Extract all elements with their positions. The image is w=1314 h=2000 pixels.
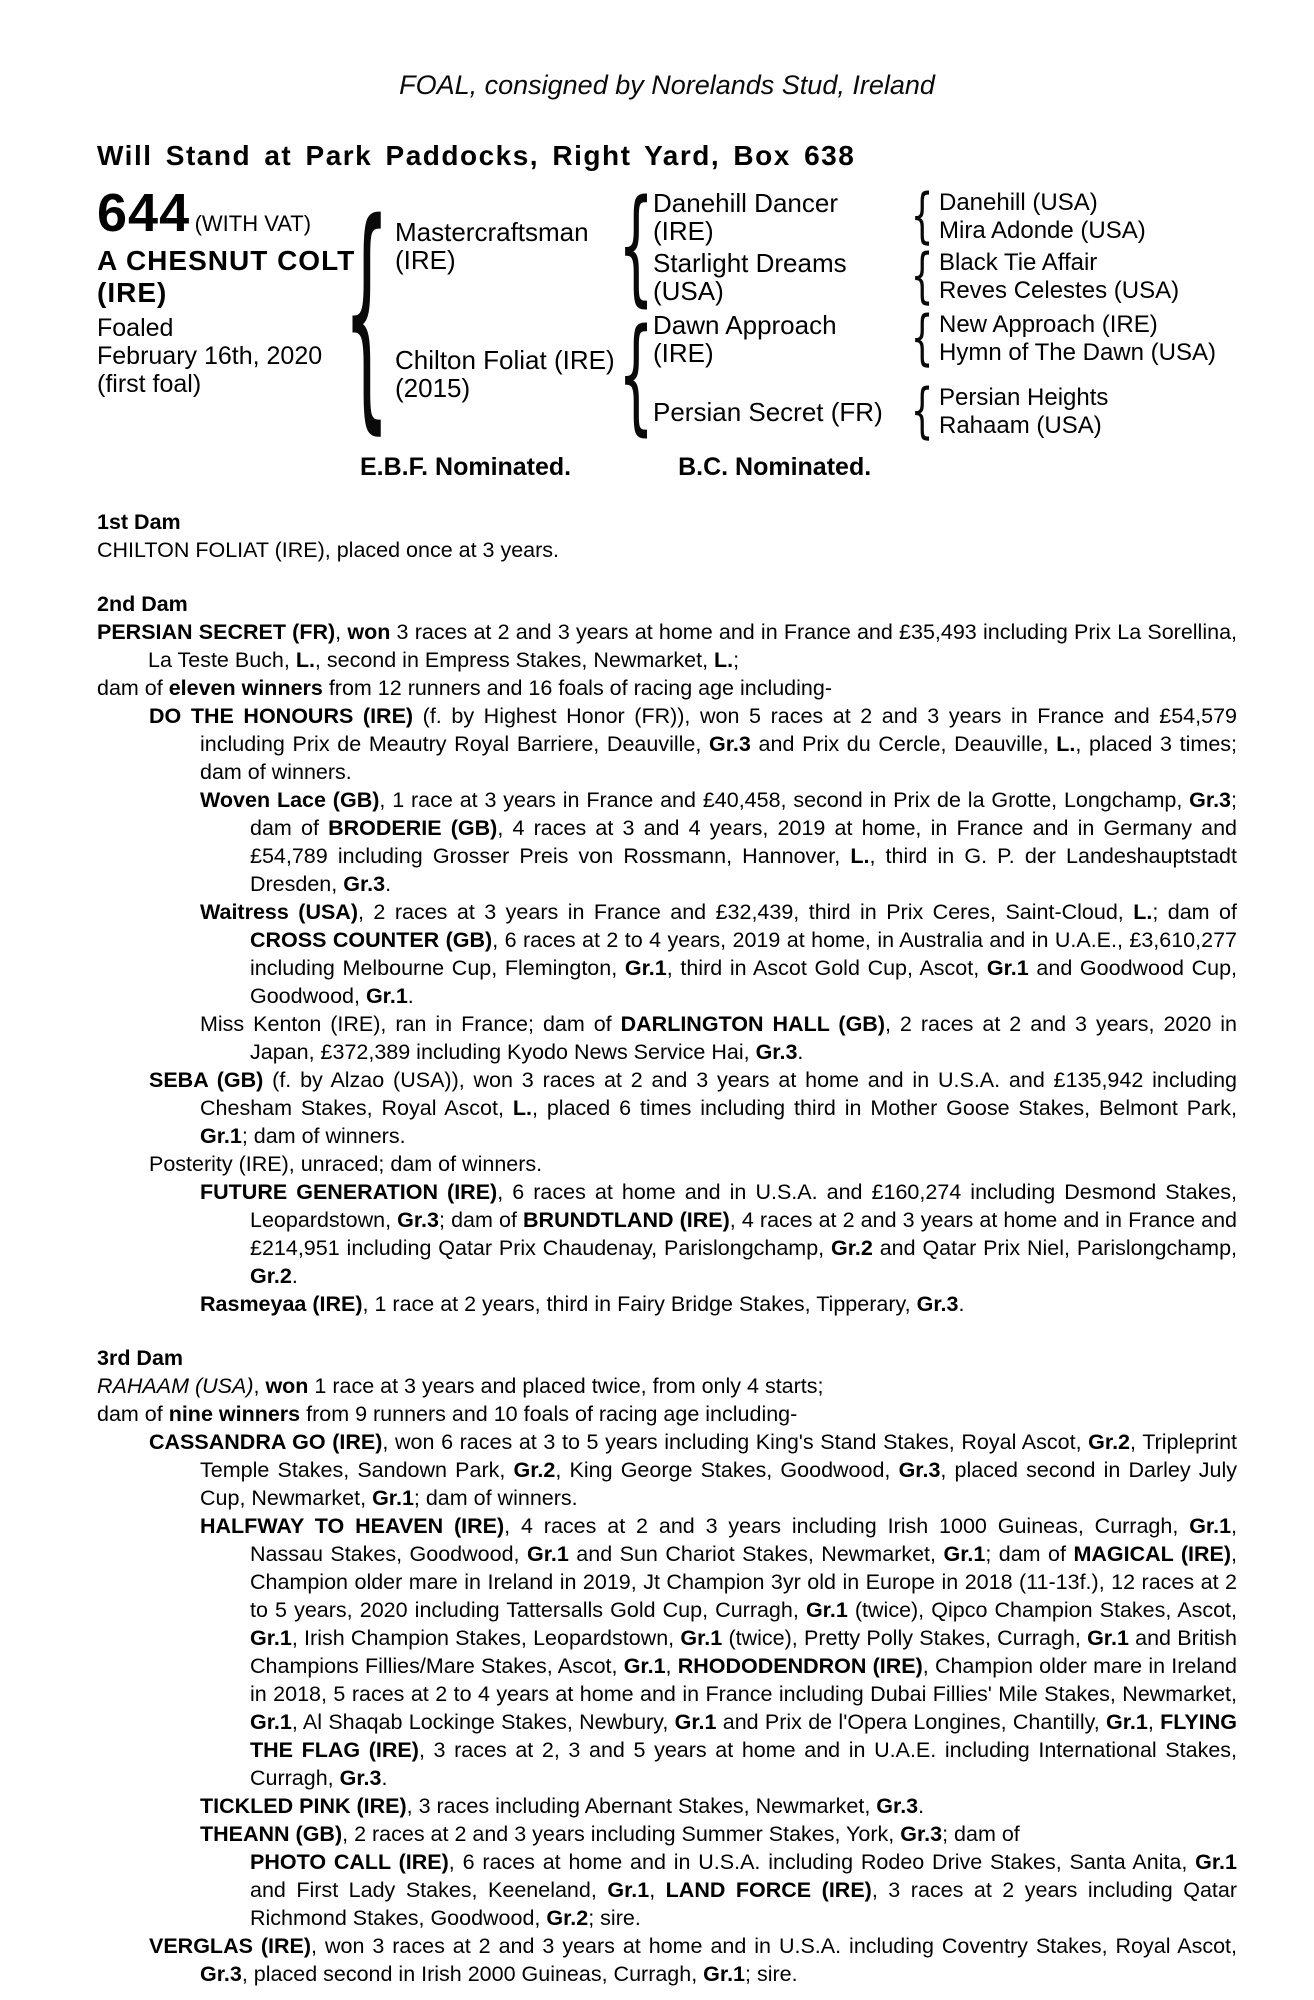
text-segment: , 2 races at 2 and 3 years including Summer Stakes, York, (342, 1822, 901, 1846)
text-segment: SEBA (GB) (149, 1068, 264, 1092)
text-segment: and First Lady Stakes, Keeneland, (250, 1878, 608, 1902)
text-segment: Gr.2 (546, 1906, 589, 1930)
foaled-date: February 16th, 2020 (97, 342, 323, 370)
text-segment: . (407, 984, 414, 1008)
text-segment: , King George Stakes, Goodwood, (555, 1458, 899, 1482)
text-segment: , (335, 620, 348, 644)
text-segment: Gr.1 (703, 1962, 746, 1986)
pedigree-text-paragraph (97, 1290, 1237, 1318)
text-segment: , placed 3 times; dam of winners. (200, 732, 1237, 784)
text-segment: Gr.1 (674, 1710, 717, 1734)
text-segment: Gr.2 (250, 1264, 292, 1288)
text-segment: , Tripleprint Temple Stakes, Sandown Park, (200, 1430, 1238, 1482)
text-segment: , 3 races at 2, 3 and 5 years at home and in U.A.E. including International Stakes, Curragh, (250, 1738, 1238, 1790)
text-segment: Waitress (USA) (200, 900, 358, 924)
text-segment: Rasmeyaa (IRE) (200, 1292, 363, 1316)
text-segment: (twice), Pretty Polly Stakes, Curragh, (722, 1626, 1088, 1650)
text-segment: Gr.1 (805, 1598, 848, 1622)
horse-name-line: (IRE) (653, 338, 714, 368)
pedigree-text-paragraph (97, 1428, 1237, 1512)
text-segment: dam of (97, 676, 169, 700)
text-segment: . (385, 872, 392, 896)
text-segment: Gr.3 (339, 1766, 382, 1790)
horse-name-line: Mira Adonde (USA) (939, 217, 1146, 244)
text-segment: VERGLAS (IRE) (149, 1934, 312, 1958)
text-segment: , 3 races at 2 years including Qatar Richmond Stakes, Goodwood, (250, 1878, 1238, 1930)
text-segment: Gr.3 (1189, 788, 1232, 812)
text-segment: and Prix du Cercle, Deauville, (750, 732, 1057, 756)
text-segment: L. (1133, 900, 1153, 924)
text-segment: , 1 race at 2 years, third in Fairy Bridge Stakes, Tipperary, (362, 1292, 917, 1316)
foaled-label: Foaled (97, 314, 174, 342)
text-segment: . (918, 1794, 925, 1818)
text-segment: ; dam of (942, 1822, 1020, 1846)
text-segment: Gr.1 (365, 984, 408, 1008)
pedigree-text-paragraph (97, 1512, 1237, 1792)
text-segment: Gr.1 (623, 1654, 666, 1678)
text-segment: RHODODENDRON (IRE) (677, 1654, 923, 1678)
dam-name-line: Chilton Foliat (IRE) (395, 345, 615, 375)
text-segment: ; (733, 648, 740, 672)
text-segment: (twice), Qipco Champion Stakes, Ascot, (847, 1598, 1237, 1622)
text-segment: . (797, 1040, 804, 1064)
text-segment: Gr.1 (680, 1626, 723, 1650)
greatgrandparent-pair (939, 311, 1216, 367)
text-segment: , (665, 1654, 678, 1678)
text-segment: Gr.1 (624, 956, 667, 980)
text-segment: Gr.3 (900, 1822, 943, 1846)
text-segment: and Goodwood Cup, Goodwood, (250, 956, 1238, 1008)
sire-name (395, 218, 589, 274)
pedigree-text-paragraph (97, 1372, 1237, 1400)
text-segment: , second in Empress Stakes, Newmarket, (314, 648, 715, 672)
horse-name-line: Dawn Approach (653, 310, 837, 340)
text-segment: BRUNDTLAND (IRE) (523, 1208, 730, 1232)
text-segment: ; dam of (1152, 900, 1237, 924)
text-segment: , third in G. P. der Landeshauptstadt Dresden, (250, 844, 1237, 896)
dam-section-heading: 2nd Dam (97, 592, 188, 616)
pedigree-brace-ggp: { (910, 181, 934, 251)
text-segment: Gr.1 (943, 1542, 986, 1566)
text-segment: FUTURE GENERATION (IRE) (200, 1180, 498, 1204)
text-segment: Gr.3 (200, 1962, 242, 1986)
lot-vat-note: (WITH VAT) (194, 211, 312, 236)
lot-horse-name: A CHESNUT COLT (97, 245, 356, 276)
pedigree-text-paragraph (97, 618, 1237, 674)
text-segment: DO THE HONOURS (IRE) (149, 704, 414, 728)
text-segment: , won 3 races at 2 and 3 years at home and in U.S.A. including Coventry Stakes, Royal Ascot, (311, 1934, 1237, 1958)
text-segment: PERSIAN SECRET (FR) (97, 620, 336, 644)
horse-name-line: Danehill Dancer (653, 188, 838, 218)
text-segment: , 2 races at 3 years in France and £32,439, third in Prix Ceres, Saint-Cloud, (358, 900, 1134, 924)
text-segment: Gr.2 (831, 1236, 873, 1260)
text-segment: Gr.1 (1195, 1850, 1237, 1874)
text-segment: dam of (97, 1402, 169, 1426)
pedigree-text-paragraph (97, 674, 1237, 702)
pedigree-brace-dam-side: { (617, 300, 655, 448)
pedigree-brace-ggp: { (910, 303, 934, 373)
text-segment: , 4 races at 2 and 3 years at home and in France and £214,951 including Qatar Prix Chaudenay, Parislongchamp, (250, 1208, 1237, 1260)
text-segment: LAND FORCE (IRE) (665, 1878, 872, 1902)
nominations-line (97, 452, 1237, 482)
horse-name-line: Danehill (USA) (939, 189, 1098, 216)
text-segment: Gr.1 (986, 956, 1029, 980)
first-foal-note: (first foal) (97, 370, 202, 398)
text-segment: L. (295, 648, 315, 672)
text-segment: HALFWAY TO HEAVEN (IRE) (200, 1514, 505, 1538)
horse-name-line: Reves Celestes (USA) (939, 277, 1180, 304)
text-segment: CROSS COUNTER (GB) (250, 928, 493, 952)
horse-name-line: Persian Heights (939, 384, 1109, 411)
text-segment: Posterity (IRE), unraced; dam of winners. (149, 1152, 543, 1176)
pedigree-text-paragraph (97, 1010, 1237, 1066)
text-segment: 3 races at 2 and 3 years at home and in France and £35,493 including Prix La Sorellina, La Teste Buch, (148, 620, 1237, 672)
ebf-nomination: E.B.F. Nominated. (360, 453, 572, 481)
horse-name-line: (USA) (653, 276, 724, 306)
greatgrandparent-pair (939, 249, 1179, 305)
text-segment: THEANN (GB) (200, 1822, 343, 1846)
text-segment: Gr.3 (898, 1458, 941, 1482)
dam-section-heading: 1st Dam (97, 510, 181, 534)
text-segment: . (291, 1264, 298, 1288)
text-segment: , Champion older mare in Ireland in 2018, 5 races at 2 to 4 years at home and in France including Dubai Fillies' Mile Stakes, Newmarket, (250, 1654, 1237, 1706)
horse-name-line: Black Tie Affair (939, 249, 1098, 276)
dam-section-heading: 3rd Dam (97, 1346, 184, 1370)
stand-location-line: Will Stand at Park Paddocks, Right Yard, Box 638 (97, 140, 856, 171)
text-segment: (f. by Alzao (USA)), won 3 races at 2 and 3 years at home and in U.S.A. and £135,942 including Chesham Stakes, Royal Ascot, (200, 1068, 1237, 1120)
text-segment: ; dam of (250, 788, 1237, 840)
pedigree-text-paragraph (97, 1848, 1237, 1932)
text-segment: , 1 race at 3 years in France and £40,458, second in Prix de la Grotte, Longchamp, (379, 788, 1190, 812)
pedigree-brace-main: { (343, 171, 391, 455)
lot-horse-suffix: (IRE) (97, 277, 168, 308)
pedigree-text-paragraph (97, 1178, 1237, 1290)
text-segment: , Champion older mare in Ireland in 2019, Jt Champion 3yr old in Europe in 2018 (11-13f.), 12 races at 2 to 5 years, 2020 including Tattersalls Gold Cup, Curragh, (250, 1542, 1237, 1622)
text-segment: MAGICAL (IRE) (1073, 1542, 1232, 1566)
pedigree-text-paragraph (97, 1792, 1237, 1820)
horse-name-line: Rahaam (USA) (939, 412, 1102, 439)
text-segment: FLYING THE FLAG (IRE) (250, 1710, 1237, 1762)
text-segment: Gr.3 (755, 1040, 798, 1064)
pedigree-text-paragraph (97, 1932, 1237, 1988)
grandparent-dam-dam (653, 398, 883, 426)
text-segment: CHILTON FOLIAT (IRE), placed once at 3 years. (97, 538, 560, 562)
text-segment: ; dam of winners. (413, 1486, 578, 1510)
text-segment: Gr.1 (372, 1486, 414, 1510)
pedigree-text-paragraph (97, 898, 1237, 1010)
text-segment: (f. by Highest Honor (FR)), won 5 races at 2 and 3 years in France and £54,579 including Prix de Meautry Royal Barriere, Deauville, (200, 704, 1237, 756)
horse-name-line: Starlight Dreams (653, 248, 847, 278)
text-segment: won (347, 620, 391, 644)
text-segment: 1 race at 3 years and placed twice, from only 4 starts; (308, 1374, 824, 1398)
text-segment: DARLINGTON HALL (GB) (620, 1012, 885, 1036)
text-segment: CASSANDRA GO (IRE) (149, 1430, 383, 1454)
text-segment: Woven Lace (GB) (200, 788, 380, 812)
text-segment: ; sire. (588, 1906, 641, 1930)
pedigree-text-paragraph (97, 536, 1237, 564)
pedigree-brace-sire-side: { (617, 172, 655, 319)
text-segment: , 4 races at 2 and 3 years including Irish 1000 Guineas, Curragh, (504, 1514, 1190, 1538)
horse-name-line: New Approach (IRE) (939, 311, 1158, 338)
dam-name-line: (2015) (395, 373, 471, 403)
text-segment: , 6 races at 2 to 4 years, 2019 at home, in Australia and in U.A.E., £3,610,277 including Melbourne Cup, Flemington, (250, 928, 1237, 980)
text-segment: Gr.1 (250, 1710, 292, 1734)
pedigree-text-paragraph (97, 786, 1237, 898)
text-segment: , Al Shaqab Lockinge Stakes, Newbury, (291, 1710, 675, 1734)
sire-name-line: Mastercraftsman (395, 217, 589, 247)
text-segment: BRODERIE (GB) (328, 816, 498, 840)
text-segment: and Qatar Prix Niel, Parislongchamp, (872, 1236, 1237, 1260)
text-segment: Gr.1 (200, 1124, 242, 1148)
text-segment: Gr.1 (526, 1542, 569, 1566)
text-segment: , placed second in Darley July Cup, Newmarket, (200, 1458, 1237, 1510)
pedigree-brace-ggp: { (910, 376, 934, 446)
text-segment: L. (512, 1096, 532, 1120)
text-segment: , 2 races at 2 and 3 years, 2020 in Japan, £372,389 including Kyodo News Service Hai, (250, 1012, 1237, 1064)
text-segment: , third in Ascot Gold Cup, Ascot, (666, 956, 987, 980)
text-segment: , 4 races at 3 and 4 years, 2019 at home, in France and in Germany and £54,789 including Grosser Preis von Rossmann, Hannover, (250, 816, 1237, 868)
text-segment: RAHAAM (USA) (97, 1374, 254, 1398)
text-segment: from 12 runners and 16 foals of racing age including- (322, 676, 832, 700)
text-segment: ; dam of winners. (241, 1124, 406, 1148)
text-segment: , 3 races including Abernant Stakes, Newmarket, (406, 1794, 877, 1818)
lot-number-row (97, 183, 312, 243)
grandparent-dam-sire (653, 311, 837, 367)
grandparent-sire-sire (653, 189, 838, 245)
horse-name-line: (IRE) (653, 216, 714, 246)
text-segment: Miss Kenton (IRE), ran in France; dam of (200, 1012, 621, 1036)
pedigree-text-paragraph (97, 1400, 1237, 1428)
text-segment: ; dam of (439, 1208, 524, 1232)
text-segment: and British Champions Fillies/Mare Stakes, Ascot, (250, 1626, 1237, 1678)
text-segment: Gr.1 (1087, 1626, 1129, 1650)
text-segment: . (958, 1292, 965, 1316)
text-segment: , (1147, 1710, 1161, 1734)
horse-name-line: Persian Secret (FR) (653, 397, 883, 427)
text-segment: Gr.3 (916, 1292, 959, 1316)
text-segment: PHOTO CALL (IRE) (250, 1850, 449, 1874)
text-segment: ; dam of (985, 1542, 1074, 1566)
text-segment: Gr.3 (709, 732, 751, 756)
text-segment: Gr.3 (343, 872, 386, 896)
dam-name (395, 346, 615, 402)
dam-sections (97, 508, 1237, 1988)
pedigree-text-paragraph (97, 1820, 1237, 1848)
text-segment: , 6 races at home and in U.S.A. and £160,274 including Desmond Stakes, Leopardstown, (250, 1180, 1237, 1232)
text-segment: from 9 runners and 10 foals of racing age including- (300, 1402, 798, 1426)
sire-name-line: (IRE) (395, 245, 456, 275)
pedigree-text-paragraph (97, 702, 1237, 786)
text-segment: won (265, 1374, 309, 1398)
text-segment: L. (850, 844, 870, 868)
lot-number: 644 (97, 183, 191, 243)
text-segment: Gr.1 (607, 1878, 650, 1902)
text-segment: TICKLED PINK (IRE) (200, 1794, 407, 1818)
text-segment: and Prix de l'Opera Longines, Chantilly, (716, 1710, 1107, 1734)
text-segment: , won 6 races at 3 to 5 years including King's Stand Stakes, Royal Ascot, (382, 1430, 1089, 1454)
pedigree-text-paragraph (97, 1150, 1237, 1178)
text-segment: , placed second in Irish 2000 Guineas, Curragh, (241, 1962, 704, 1986)
text-segment: , Nassau Stakes, Goodwood, (250, 1514, 1238, 1566)
text-segment: , placed 6 times including third in Mother Goose Stakes, Belmont Park, (531, 1096, 1237, 1120)
text-segment: , 6 races at home and in U.S.A. including Rodeo Drive Stakes, Santa Anita, (448, 1850, 1196, 1874)
text-segment: Gr.3 (397, 1208, 439, 1232)
text-segment: . (381, 1766, 388, 1790)
text-segment: Gr.1 (250, 1626, 292, 1650)
pedigree-brace-ggp: { (910, 241, 934, 311)
grandparent-sire-dam (653, 249, 847, 305)
text-segment: L. (714, 648, 734, 672)
greatgrandparent-pair (939, 384, 1108, 440)
text-segment: , (253, 1374, 266, 1398)
text-segment: , Irish Champion Stakes, Leopardstown, (291, 1626, 681, 1650)
greatgrandparent-pair (939, 189, 1146, 245)
pedigree-text-paragraph (97, 1066, 1237, 1150)
text-segment: ; sire. (745, 1962, 798, 1986)
text-segment: Gr.2 (513, 1458, 556, 1482)
text-segment: , (649, 1878, 666, 1902)
consignor-title: FOAL, consigned by Norelands Stud, Ireland (399, 70, 935, 100)
text-segment: Gr.2 (1088, 1430, 1131, 1454)
horse-name-line: Hymn of The Dawn (USA) (939, 339, 1216, 366)
bc-nomination: B.C. Nominated. (678, 453, 872, 481)
text-segment: Gr.1 (1189, 1514, 1232, 1538)
text-segment: L. (1056, 732, 1076, 756)
text-segment: Gr.3 (876, 1794, 919, 1818)
pedigree-tree (97, 171, 1237, 455)
text-segment: eleven winners (168, 676, 323, 700)
text-segment: Gr.1 (1106, 1710, 1148, 1734)
text-segment: nine winners (168, 1402, 301, 1426)
text-segment: and Sun Chariot Stakes, Newmarket, (568, 1542, 944, 1566)
